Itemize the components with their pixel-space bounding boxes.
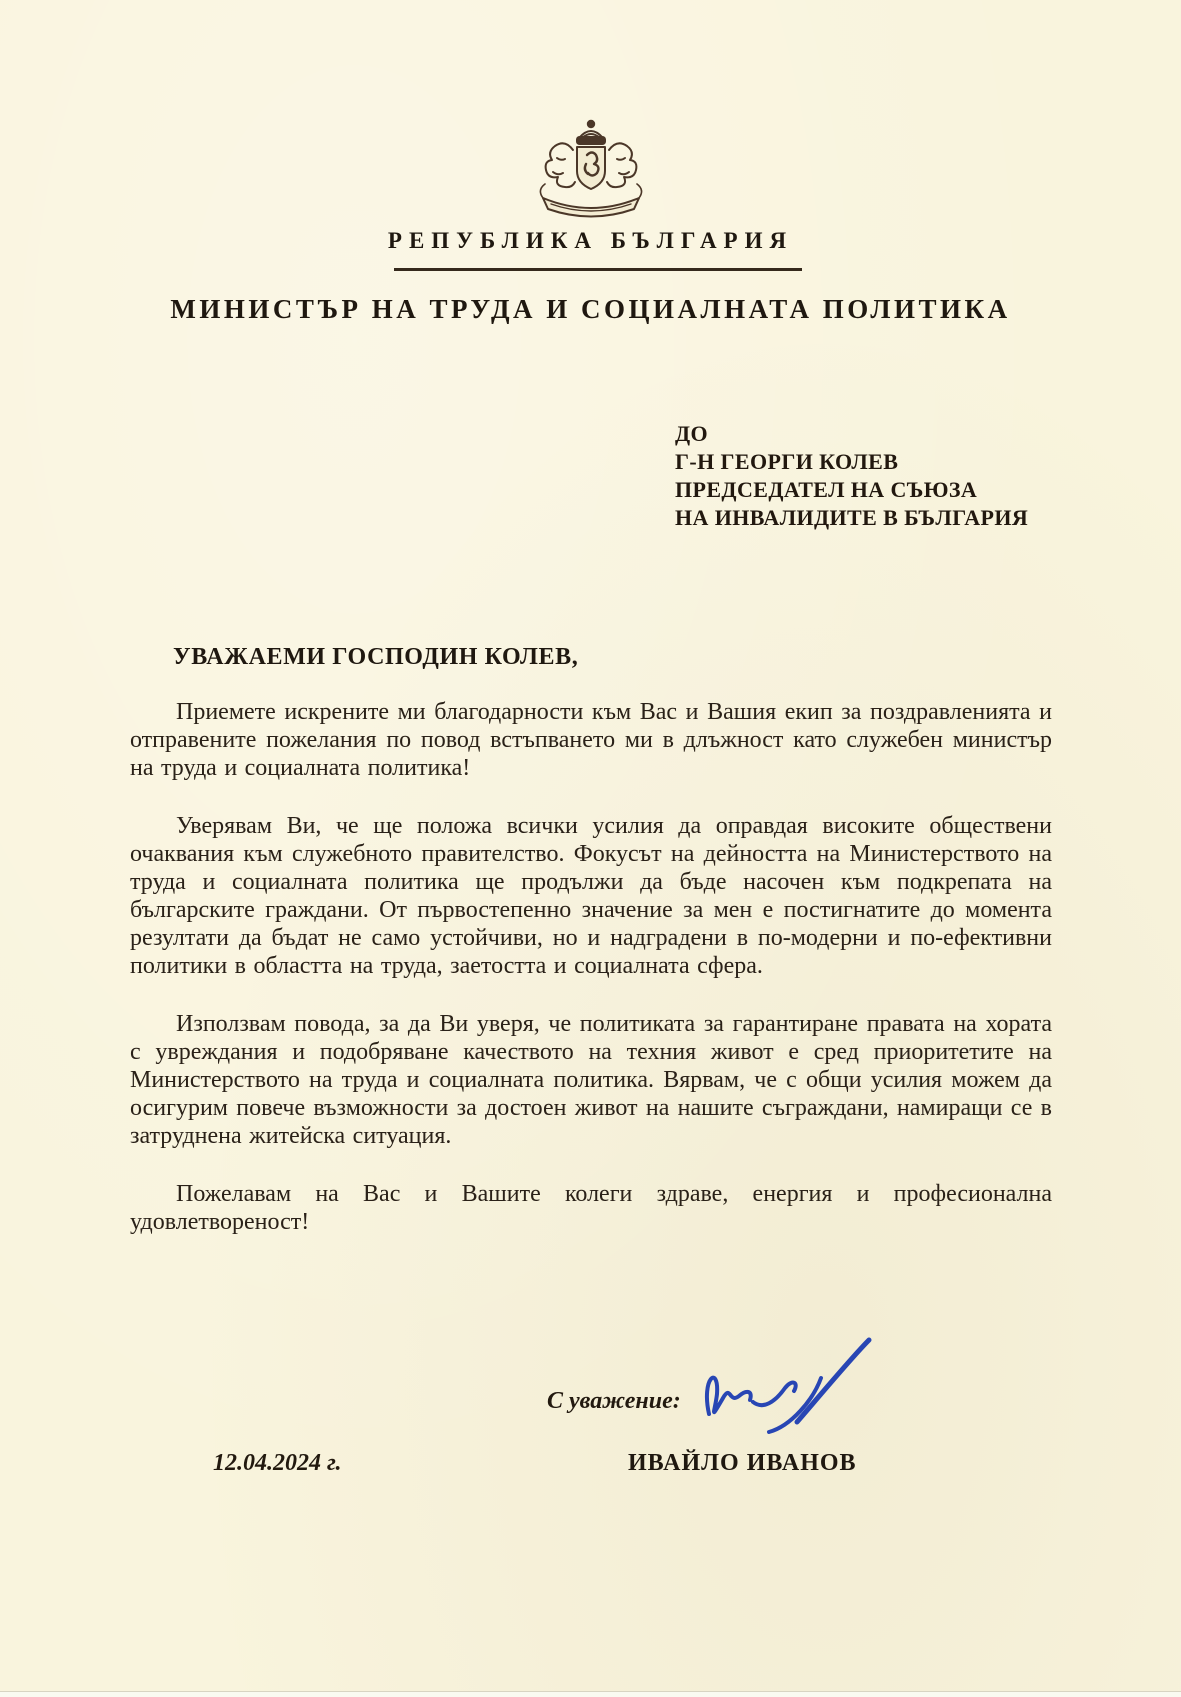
- recipient-name: Г-Н ГЕОРГИ КОЛЕВ: [675, 449, 899, 474]
- recipient-to: ДО: [675, 421, 709, 446]
- recipient-block: [675, 420, 1028, 532]
- date: 12.04.2024 г.: [213, 1450, 342, 1476]
- republic-heading: РЕПУБЛИКА БЪЛГАРИЯ: [387, 228, 794, 253]
- bulgaria-coat-of-arms-icon: [527, 118, 655, 224]
- letter-body: [130, 698, 1052, 1266]
- paragraph-3: Използвам повода, за да Ви уверя, че политиката за гарантиране правата на хората с увреждания и подобряване качеството на техния живот е сред приоритетите на Министерството на труда и социалната политика. Вярвам, че с общи усилия можем да осигурим повече възможности за достоен живот на нашите съграждани, намиращи се в затруднена житейска ситуация.: [130, 1011, 1052, 1149]
- scan-edge: [0, 1691, 1181, 1697]
- paragraph-2: Уверявам Ви, че ще положа всички усилия да оправдая високите обществени очаквания към служебното правителство. Фокусът на дейността на Министерството на труда и социалната политика ще продължи да бъде насочен към подкрепата на българските граждани. От първостепенно значение за мен е постигнатите до момента резултати да бъдат не само устойчиви, но и надградени в по-модерни и по-ефективни политики в областта на труда, заетостта и социалната сфера.: [130, 813, 1052, 979]
- recipient-title-line2: НА ИНВАЛИДИТЕ В БЪЛГАРИЯ: [675, 505, 1029, 530]
- minister-heading: МИНИСТЪР НА ТРУДА И СОЦИАЛНАТА ПОЛИТИКА: [170, 294, 1011, 324]
- signature: [693, 1334, 888, 1449]
- signer-name: ИВАЙЛО ИВАНОВ: [628, 1450, 857, 1476]
- paragraph-1: Приемете искрените ми благодарности към Вас и Вашия екип за поздравленията и отправените пожелания по повод встъпването ми в длъжност като служебен министър на труда и социалната политика!: [130, 699, 1052, 781]
- salutation: УВАЖАЕМИ ГОСПОДИН КОЛЕВ,: [173, 644, 579, 670]
- paragraph-4: Пожелавам на Вас и Вашите колеги здраве, енергия и професионална удовлетвореност!: [130, 1181, 1052, 1235]
- closing-regards: С уважение:: [547, 1388, 681, 1414]
- recipient-title-line1: ПРЕДСЕДАТЕЛ НА СЪЮЗА: [675, 477, 978, 502]
- heading-divider: [394, 268, 802, 271]
